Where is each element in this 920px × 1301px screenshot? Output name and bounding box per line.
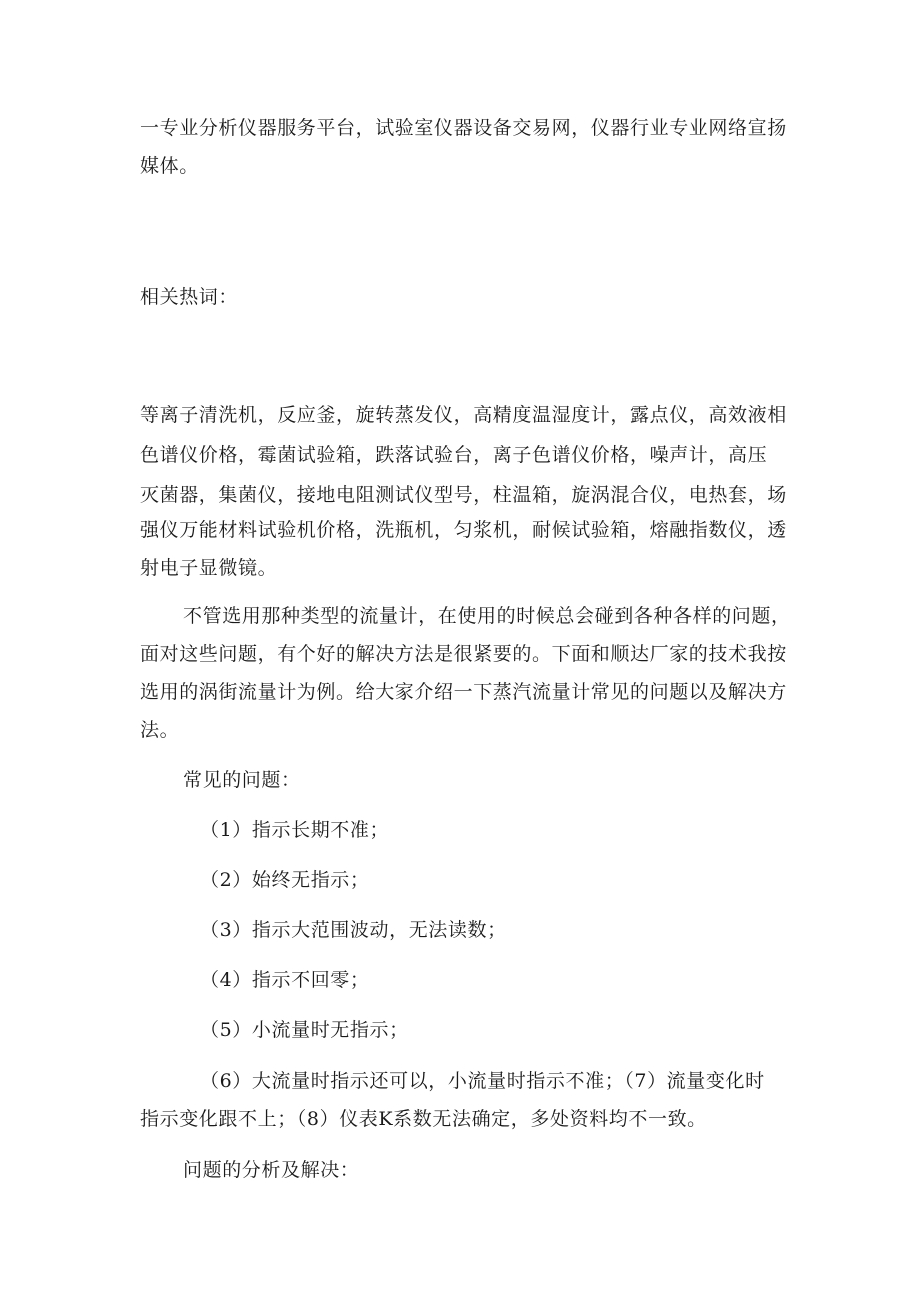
problem-item: （6）大流量时指示还可以，小流量时指示不准；（7）流量变化时	[200, 1070, 765, 1092]
hotwords-line: 灭菌器，集菌仪，接地电阻测试仪型号，柱温箱，旋涡混合仪，电热套，场	[140, 484, 787, 506]
problems-heading: 常见的问题：	[183, 769, 301, 791]
hotwords-line: 射电子显微镜。	[140, 557, 278, 579]
intro-line-1: 一专业分析仪器服务平台，试验室仪器设备交易网，仪器行业专业网络宣扬	[140, 117, 787, 139]
problem-item: （1）指示长期不准；	[200, 819, 390, 841]
paragraph-line: 不管选用那种类型的流量计，在使用的时候总会碰到各种各样的问题，	[183, 605, 791, 627]
problem-item: （2）始终无指示；	[200, 869, 370, 891]
analysis-heading: 问题的分析及解决：	[183, 1159, 360, 1181]
intro-line-2: 媒体。	[140, 155, 199, 177]
problem-item: （5）小流量时无指示；	[200, 1019, 409, 1041]
paragraph-line: 面对这些问题，有个好的解决方法是很紧要的。下面和顺达厂家的技术我按	[140, 643, 787, 665]
hotwords-label: 相关热词：	[140, 286, 239, 308]
paragraph-line: 选用的涡街流量计为例。给大家介绍一下蒸汽流量计常见的问题以及解决方	[140, 681, 787, 703]
paragraph-line: 法。	[140, 719, 180, 741]
hotwords-line: 色谱仪价格，霉菌试验箱，跌落试验台，离子色谱仪价格，噪声计，高压	[140, 444, 768, 466]
hotwords-line: 等离子清洗机，反应釜，旋转蒸发仪，高精度温湿度计，露点仪，高效液相	[140, 404, 787, 426]
problem-item-continued: 指示变化跟不上；（8）仪表K系数无法确定，多处资料均不一致。	[140, 1108, 707, 1130]
problem-item: （3）指示大范围波动，无法读数；	[200, 919, 507, 941]
hotwords-line: 强仪万能材料试验机价格，洗瓶机，匀浆机，耐候试验箱，熔融指数仪，透	[140, 519, 787, 541]
problem-item: （4）指示不回零；	[200, 969, 370, 991]
